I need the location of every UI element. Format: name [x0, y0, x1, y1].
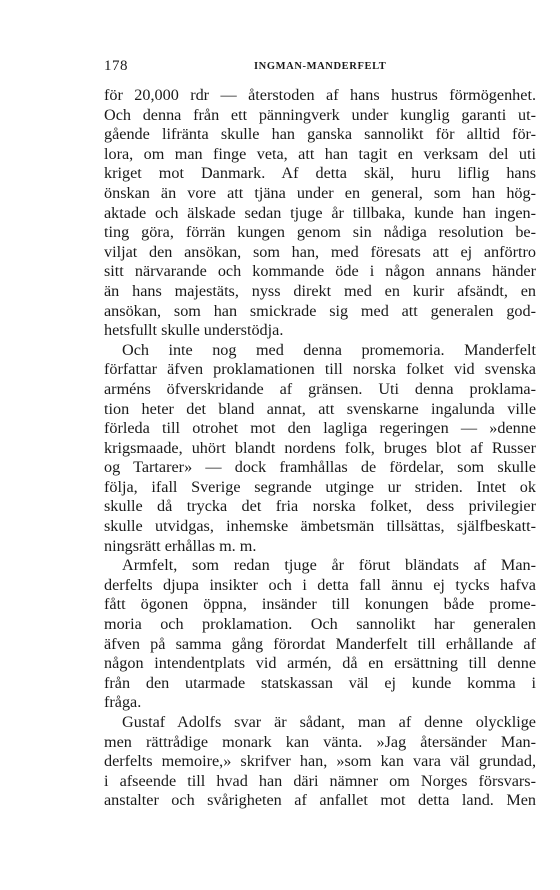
text-line: Och inte nog med denna promemoria. Manderfelt	[122, 340, 536, 359]
book-page	[104, 58, 536, 811]
text-line: og Tartarer» — dock framhållas de fördelar, som skulle	[104, 458, 536, 477]
page-number: 178	[104, 58, 128, 74]
text-line: fråga.	[104, 693, 142, 712]
text-line: viljat den ansökan, som han, med föresats att ej anförtro	[104, 242, 536, 261]
text-line: följa, ifall Sverige segrande utginge ur striden. Intet ok	[104, 477, 536, 496]
text-line: kriget mot Danmark. Af detta skäl, huru liflig hans	[104, 164, 536, 183]
text-line: Armfelt, som redan tjuge år förut bländats af Man-	[122, 556, 536, 575]
text-line: ningsrätt erhållas m. m.	[104, 536, 257, 555]
text-line: lora, om man finge veta, att han tagit en verksam del uti	[104, 144, 536, 163]
body-text	[104, 86, 536, 811]
text-line: Gustaf Adolfs svar är sådant, man af denne olycklige	[122, 713, 536, 731]
running-title: INGMAN-MANDERFELT	[254, 61, 387, 72]
text-line: Och denna från ett pänningverk under kunglig garanti ut-	[104, 105, 536, 124]
text-line: gående lifränta skulle han ganska sannolikt för alltid för-	[104, 125, 536, 144]
text-line: förleda till otrohet mot den lagliga regeringen — »denne	[104, 419, 536, 438]
text-line: äfven på samma gång förordat Manderfelt till erhållande af	[104, 634, 536, 653]
text-line: för 20,000 rdr — återstoden af hans hustrus förmögenhet.	[104, 86, 536, 104]
text-line: ansökan, som han smickrade sig med att generalen god-	[104, 301, 536, 320]
text-line: arméns öfverskridande af gränsen. Uti denna proklama-	[104, 379, 536, 398]
text-line: författar äfven proklamationen till norska folket vid svenska	[104, 360, 536, 379]
text-line: tion heter det bland annat, att svenskarne ingalunda ville	[104, 399, 536, 418]
text-line: önskan än vore att tjäna under en general, som han hög-	[104, 183, 536, 202]
text-line: skulle utvidgas, inhemske ämbetsmän tillsättas, själfbeskatt-	[104, 517, 536, 536]
running-head	[104, 58, 536, 80]
text-line: sitt närvarande och kommande öde i någon annans händer	[104, 262, 536, 281]
text-line: än hans majestäts, nyss direkt med en kurir afsändt, en	[104, 281, 536, 300]
text-line: skulle då trycka det fria norska folket, dess privilegier	[104, 497, 536, 516]
text-line: fått ögonen öppna, insänder till konungen både prome-	[104, 595, 536, 614]
text-line: derfelts memoire,» skrifver han, »som kan vara väl grundad,	[104, 752, 536, 771]
text-line: i afseende till hvad han däri nämner om Norges försvars-	[104, 771, 536, 790]
text-line: någon intendentplats vid armén, då en ersättning till denne	[104, 654, 536, 673]
text-line: krigsmaade, uhört blandt nordens folk, bruges blot af Russer	[104, 438, 536, 457]
text-line: anstalter och svårigheten af anfallet mot detta land. Men	[104, 791, 536, 810]
text-line: hetsfullt skulle understödja.	[104, 321, 284, 340]
text-line: aktade och älskade sedan tjuge år tillbaka, kunde han ingen-	[104, 203, 536, 222]
text-line: men rättrådige monark kan vänta. »Jag återsänder Man-	[104, 732, 536, 751]
text-line: ting göra, förrän kungen genom sin nådiga resolution be-	[104, 223, 536, 242]
text-line: moria och proklamation. Och sannolikt har generalen	[104, 615, 536, 634]
text-line: från den utarmade statskassan väl ej kunde komma i	[104, 673, 536, 692]
text-line: derfelts djupa insikter och i detta fall ännu ej tycks hafva	[104, 575, 536, 594]
